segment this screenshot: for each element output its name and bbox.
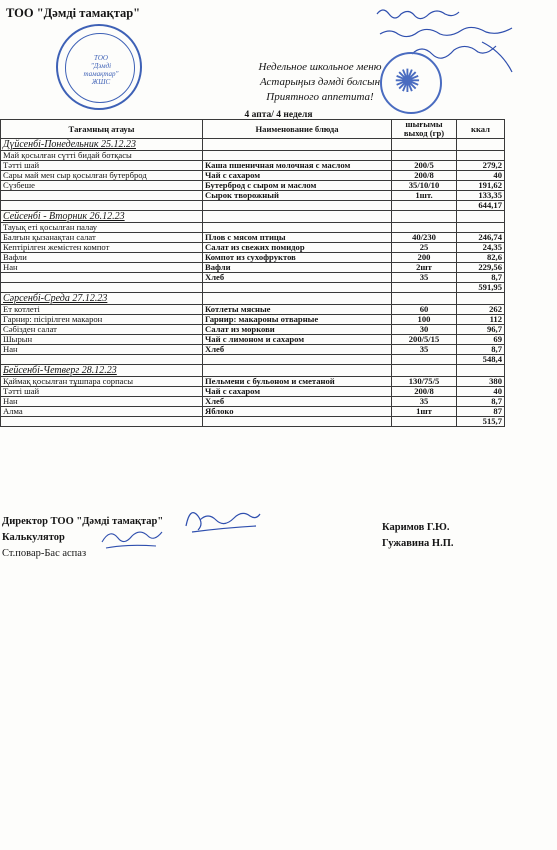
- weight-cell: 1шт: [392, 407, 457, 417]
- stamp-bottom: ЖШС: [91, 78, 111, 86]
- empty-cell: [1, 417, 203, 427]
- calculator-name: Гужавина Н.П.: [382, 538, 454, 549]
- day-name: Дүйсенбі-Понедельник 25.12.23: [3, 139, 136, 150]
- empty-cell: [203, 211, 392, 223]
- empty-cell: [1, 201, 203, 211]
- table-row: [1, 397, 505, 407]
- day-name-cell: [1, 139, 203, 151]
- empty-cell: [1, 283, 203, 293]
- empty-cell: [457, 365, 505, 377]
- weight-cell: 200/8: [392, 387, 457, 397]
- kcal-cell: 8,7: [457, 345, 505, 355]
- dish-kz-cell: Нан: [1, 345, 203, 355]
- dish-ru-cell: Сырок творожный: [203, 191, 392, 201]
- dish-ru-cell: Гарнир: макароны отварные: [203, 315, 392, 325]
- empty-cell: [392, 365, 457, 377]
- menu-table: [0, 119, 505, 427]
- dish-kz-cell: [1, 273, 203, 283]
- dish-kz-cell: [1, 191, 203, 201]
- director-label: Директор ТОО "Дәмді тамақтар": [2, 516, 164, 527]
- dish-ru-cell: Салат из свежих помидор: [203, 243, 392, 253]
- kcal-cell: 40: [457, 171, 505, 181]
- dish-kz-cell: Сүзбеше: [1, 181, 203, 191]
- weight-cell: 200/8: [392, 171, 457, 181]
- table-row: [1, 263, 505, 273]
- dish-kz-cell: Сәбізден салат: [1, 325, 203, 335]
- table-row: [1, 387, 505, 397]
- dish-ru-cell: Салат из моркови: [203, 325, 392, 335]
- weight-cell: 35: [392, 345, 457, 355]
- day-header-row: [1, 293, 505, 305]
- col-kz-header: Тағамның атауы: [1, 120, 203, 139]
- dish-ru-cell: Чай с лимоном и сахаром: [203, 335, 392, 345]
- table-row: [1, 345, 505, 355]
- dish-ru-cell: [203, 151, 392, 161]
- empty-cell: [203, 365, 392, 377]
- kcal-cell: 24,35: [457, 243, 505, 253]
- dish-ru-cell: Хлеб: [203, 345, 392, 355]
- empty-cell: [457, 139, 505, 151]
- day-name: Сәрсенбі-Среда 27.12.23: [3, 293, 108, 304]
- day-name: Сейсенбі - Вторник 26.12.23: [3, 211, 125, 222]
- empty-cell: [203, 417, 392, 427]
- dish-ru-cell: Котлеты мясные: [203, 305, 392, 315]
- table-row: [1, 233, 505, 243]
- table-row: [1, 253, 505, 263]
- empty-cell: [203, 355, 392, 365]
- dish-kz-cell: Нан: [1, 263, 203, 273]
- table-row: [1, 181, 505, 191]
- dish-kz-cell: Тауық еті қосылған палау: [1, 223, 203, 233]
- weight-cell: 130/75/5: [392, 377, 457, 387]
- col-ru-header: Наименование блюда: [203, 120, 392, 139]
- day-header-row: [1, 365, 505, 377]
- dish-kz-cell: Тәтті шай: [1, 161, 203, 171]
- table-row: [1, 325, 505, 335]
- dish-kz-cell: Алма: [1, 407, 203, 417]
- kcal-cell: 380: [457, 377, 505, 387]
- empty-cell: [457, 293, 505, 305]
- table-row: [1, 151, 505, 161]
- day-total-kcal: 591,95: [457, 283, 505, 293]
- day-total-row: [1, 355, 505, 365]
- table-row: [1, 191, 505, 201]
- dish-ru-cell: [203, 223, 392, 233]
- day-total-row: [1, 283, 505, 293]
- table-row: [1, 335, 505, 345]
- menu-heading: [200, 60, 440, 105]
- heading-line-3: Приятного аппетита!: [266, 91, 374, 103]
- state-emblem-stamp: ✺: [380, 52, 442, 114]
- table-row: [1, 407, 505, 417]
- kcal-cell: [457, 151, 505, 161]
- day-total-kcal: 515,7: [457, 417, 505, 427]
- weight-cell: 25: [392, 243, 457, 253]
- dish-ru-cell: Пельмени с бульоном и сметаной: [203, 377, 392, 387]
- weight-cell: 35/10/10: [392, 181, 457, 191]
- dish-ru-cell: Каша пшеничная молочная с маслом: [203, 161, 392, 171]
- empty-cell: [457, 211, 505, 223]
- empty-cell: [392, 283, 457, 293]
- weight-cell: 200/5: [392, 161, 457, 171]
- kcal-cell: 279,2: [457, 161, 505, 171]
- organization-name: ТОО "Дәмді тамақтар": [6, 6, 141, 20]
- kcal-cell: 40: [457, 387, 505, 397]
- weight-cell: 200/5/15: [392, 335, 457, 345]
- dish-ru-cell: Чай с сахаром: [203, 171, 392, 181]
- weight-cell: 1шт.: [392, 191, 457, 201]
- dish-kz-cell: Вафли: [1, 253, 203, 263]
- weight-cell: 40/230: [392, 233, 457, 243]
- director-name: Каримов Г.Ю.: [382, 522, 450, 533]
- dish-kz-cell: Қаймақ қосылған тұшпара сорпасы: [1, 377, 203, 387]
- empty-cell: [203, 293, 392, 305]
- dish-ru-cell: Бутерброд с сыром и маслом: [203, 181, 392, 191]
- dish-kz-cell: Ет котлеті: [1, 305, 203, 315]
- kcal-cell: 191,62: [457, 181, 505, 191]
- dish-kz-cell: Шырын: [1, 335, 203, 345]
- day-name-cell: [1, 365, 203, 377]
- director-handwritten-signature: [182, 504, 262, 538]
- empty-cell: [203, 283, 392, 293]
- calculator-handwritten-signature: [98, 526, 168, 552]
- kcal-cell: 87: [457, 407, 505, 417]
- dish-ru-cell: Компот из сухофруктов: [203, 253, 392, 263]
- table-row: [1, 273, 505, 283]
- dish-ru-cell: Чай с сахаром: [203, 387, 392, 397]
- kcal-cell: 82,6: [457, 253, 505, 263]
- day-total-kcal: 548,4: [457, 355, 505, 365]
- day-header-row: [1, 139, 505, 151]
- empty-cell: [203, 201, 392, 211]
- table-row: [1, 161, 505, 171]
- chef-label: Ст.повар-Бас аспаз: [2, 548, 87, 559]
- kcal-cell: 246,74: [457, 233, 505, 243]
- table-row: [1, 305, 505, 315]
- dish-kz-cell: Балғын қызанақтан салат: [1, 233, 203, 243]
- empty-cell: [392, 211, 457, 223]
- kcal-cell: 133,35: [457, 191, 505, 201]
- col-kcal-header: ккал: [457, 120, 505, 139]
- weight-cell: [392, 151, 457, 161]
- weight-cell: [392, 223, 457, 233]
- table-row: [1, 171, 505, 181]
- table-row: [1, 377, 505, 387]
- day-name-cell: [1, 211, 203, 223]
- kcal-cell: 69: [457, 335, 505, 345]
- empty-cell: [392, 293, 457, 305]
- empty-cell: [203, 139, 392, 151]
- heading-line-1: Недельное школьное меню: [258, 61, 382, 73]
- kcal-cell: 262: [457, 305, 505, 315]
- empty-cell: [392, 139, 457, 151]
- dish-ru-cell: Хлеб: [203, 397, 392, 407]
- dish-kz-cell: Май қосылған сүтті бидай ботқасы: [1, 151, 203, 161]
- kcal-cell: 8,7: [457, 397, 505, 407]
- day-name-cell: [1, 293, 203, 305]
- dish-kz-cell: Кептірілген жемістен компот: [1, 243, 203, 253]
- kcal-cell: 8,7: [457, 273, 505, 283]
- dish-ru-cell: Вафли: [203, 263, 392, 273]
- day-total-row: [1, 201, 505, 211]
- empty-cell: [392, 201, 457, 211]
- weight-cell: 35: [392, 397, 457, 407]
- empty-cell: [392, 355, 457, 365]
- table-header-row: [1, 120, 505, 139]
- day-total-kcal: 644,17: [457, 201, 505, 211]
- weight-cell: 2шт: [392, 263, 457, 273]
- day-header-row: [1, 211, 505, 223]
- dish-kz-cell: Гарнир: пісірілген макарон: [1, 315, 203, 325]
- day-name: Бейсенбі-Четверг 28.12.23: [3, 365, 117, 376]
- weight-cell: 60: [392, 305, 457, 315]
- weight-cell: 200: [392, 253, 457, 263]
- empty-cell: [1, 355, 203, 365]
- kcal-cell: 112: [457, 315, 505, 325]
- company-stamp: [56, 24, 142, 110]
- kcal-cell: [457, 223, 505, 233]
- weight-cell: 100: [392, 315, 457, 325]
- dish-ru-cell: Плов с мясом птицы: [203, 233, 392, 243]
- col-weight-header: шығымы выход (гр): [392, 120, 457, 139]
- weight-cell: 30: [392, 325, 457, 335]
- table-row: [1, 315, 505, 325]
- dish-kz-cell: Сары май мен сыр қосылған бутерброд: [1, 171, 203, 181]
- calculator-label: Калькулятор: [2, 532, 65, 543]
- dish-kz-cell: Нан: [1, 397, 203, 407]
- stamp-text: "Дэмді тамақтар": [83, 62, 119, 78]
- dish-ru-cell: Хлеб: [203, 273, 392, 283]
- dish-kz-cell: Тәтті шай: [1, 387, 203, 397]
- kcal-cell: 229,56: [457, 263, 505, 273]
- heading-line-2: Астарыңыз дәмді болсын: [259, 76, 381, 88]
- stamp-sub: ТОО: [93, 54, 108, 62]
- table-row: [1, 223, 505, 233]
- day-total-row: [1, 417, 505, 427]
- empty-cell: [392, 417, 457, 427]
- kcal-cell: 96,7: [457, 325, 505, 335]
- week-label: 4 апта/ 4 неделя: [244, 110, 313, 120]
- dish-ru-cell: Яблоко: [203, 407, 392, 417]
- table-row: [1, 243, 505, 253]
- weight-cell: 35: [392, 273, 457, 283]
